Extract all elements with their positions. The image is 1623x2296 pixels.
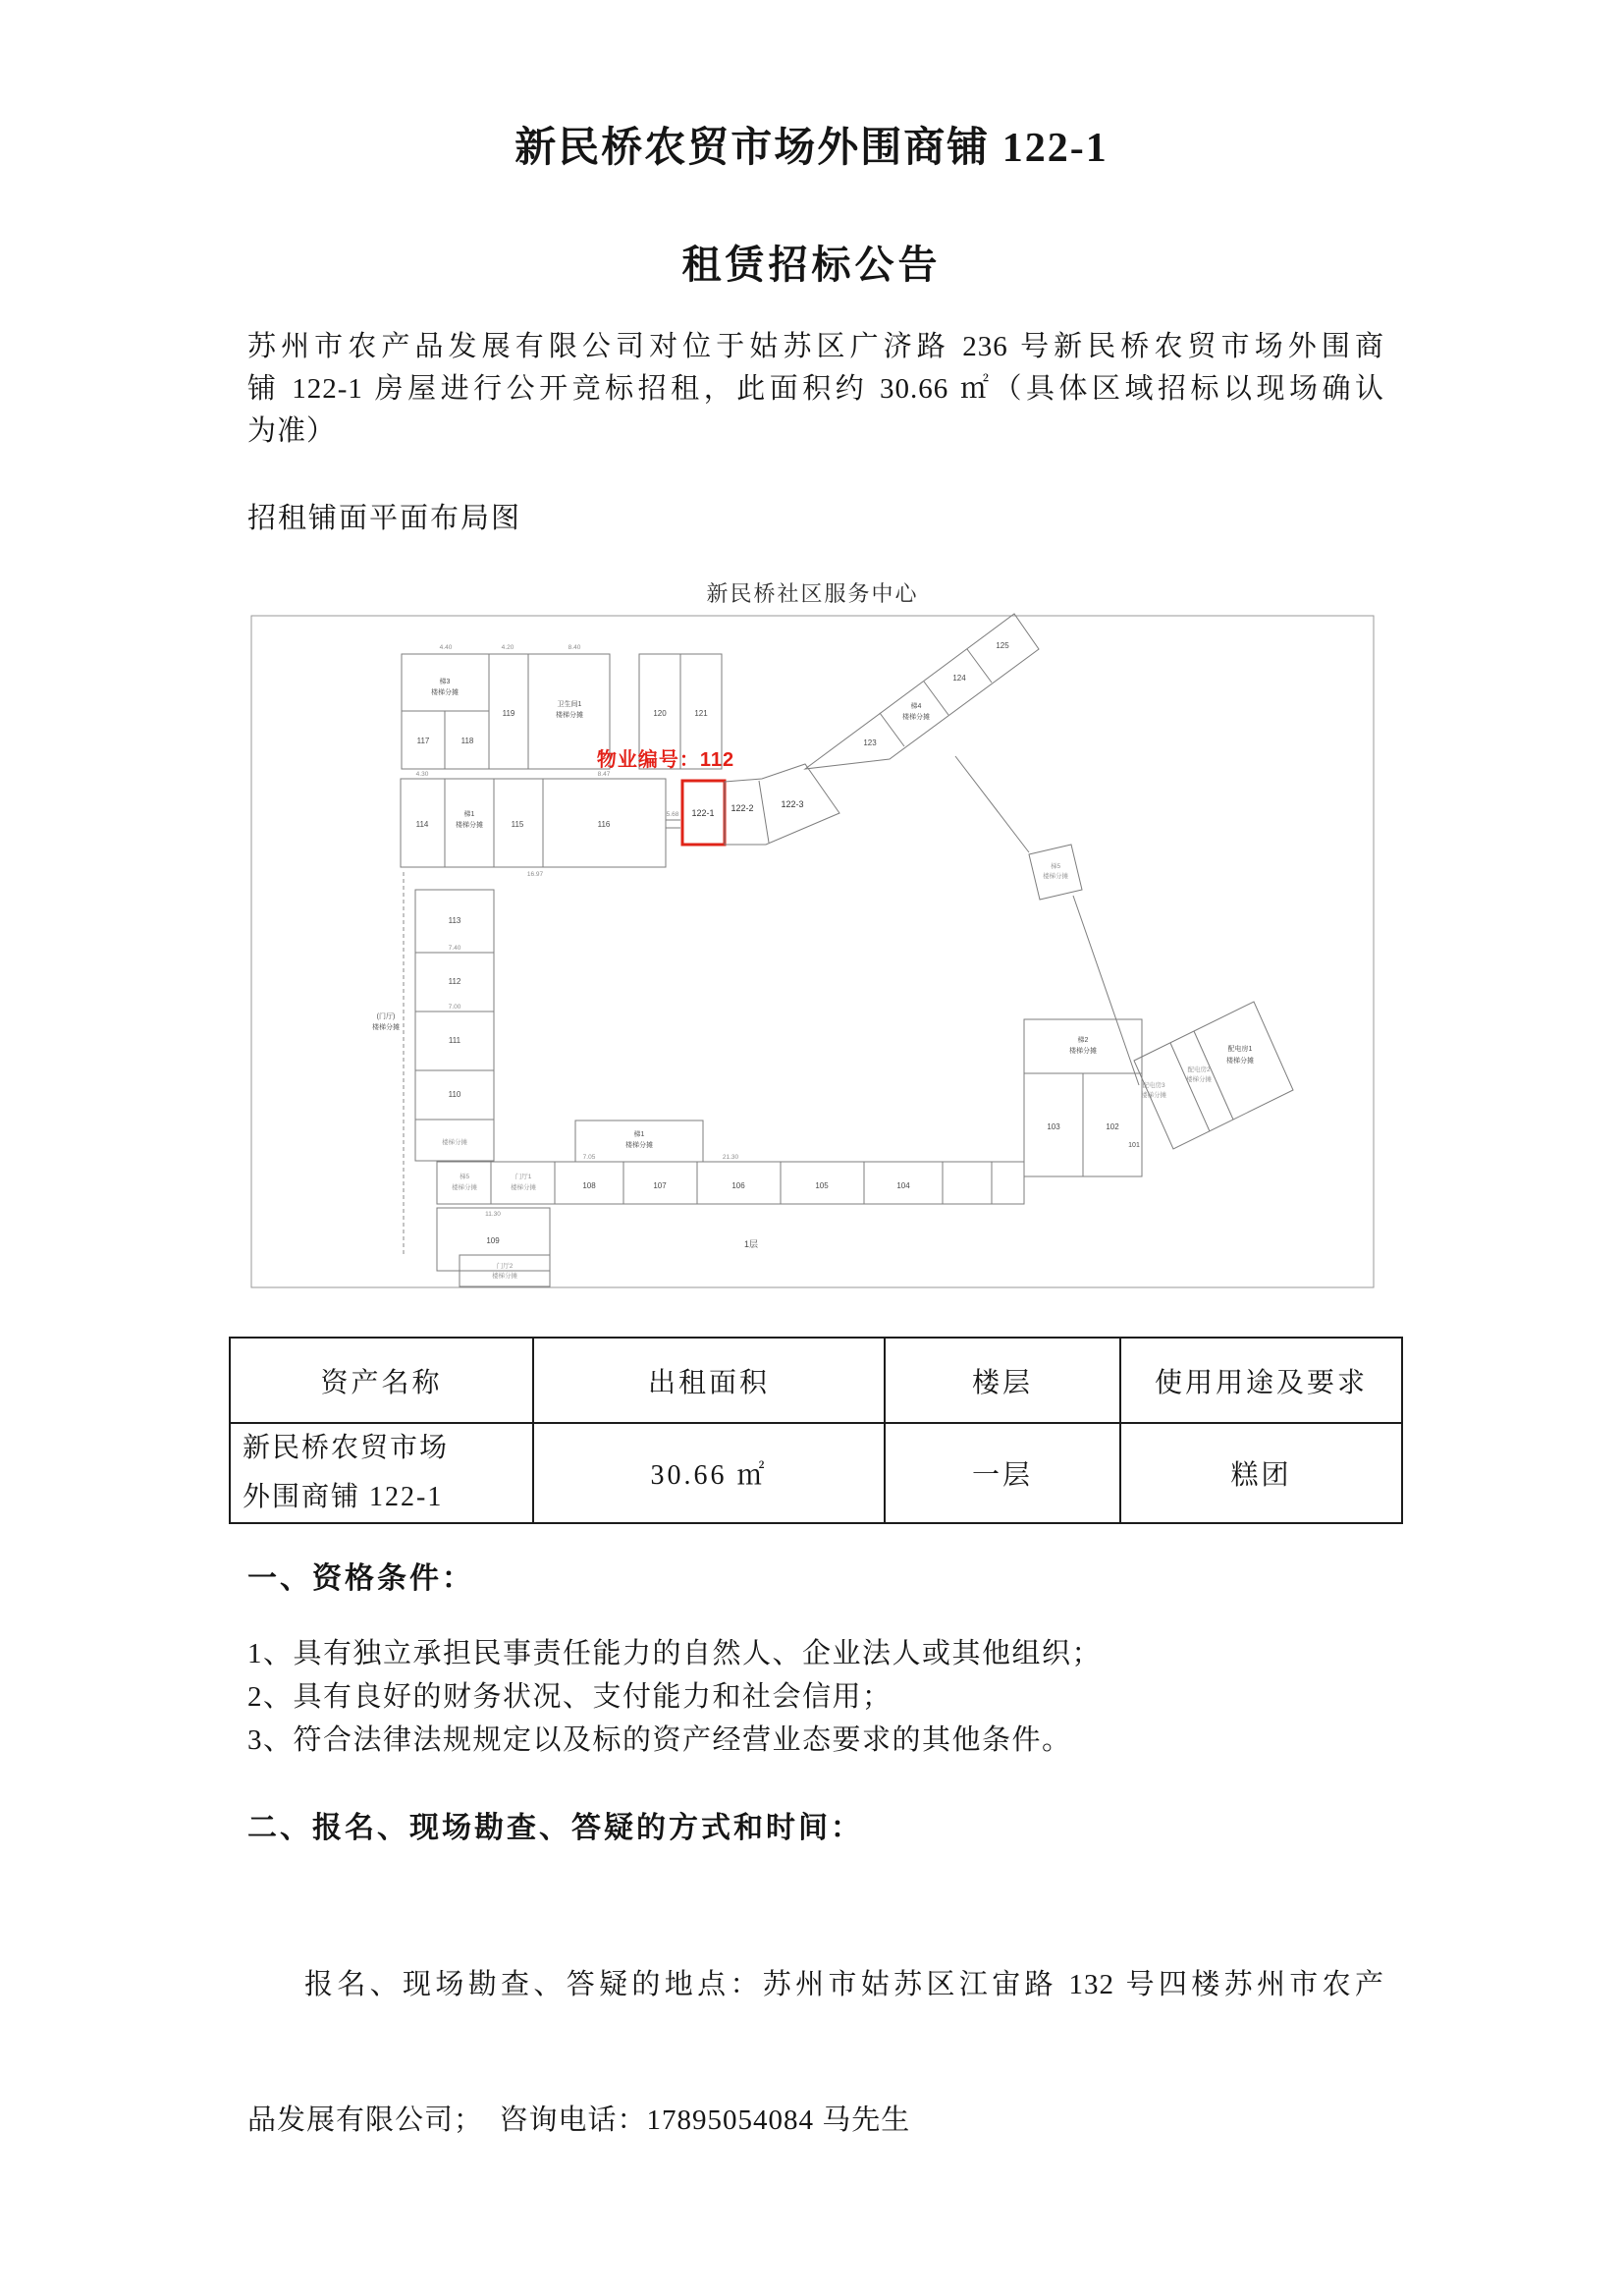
room-label: 112	[448, 977, 461, 986]
header-area: 出租面积	[533, 1338, 885, 1423]
section-2-line-2: 品发展有限公司； 咨询电话：17895054084 马先生	[247, 2105, 911, 2136]
room-label: 104	[896, 1181, 910, 1190]
room-label: 118	[460, 737, 474, 745]
room-label: 122-2	[730, 803, 754, 813]
room-label: 122-3	[781, 799, 804, 809]
header-asset-name: 资产名称	[230, 1338, 533, 1423]
dimension-label: 11.30	[485, 1211, 501, 1218]
qualification-item-2: 2、具有良好的财务状况、支付能力和社会信用；	[247, 1681, 893, 1713]
room-label: 配电房1	[1227, 1046, 1253, 1053]
qualification-item-1: 1、具有独立承担民事责任能力的自然人、企业法人或其他组织；	[247, 1638, 1103, 1669]
room-label: 梯3	[439, 679, 451, 685]
asset-name-line-1: 新民桥农贸市场	[243, 1433, 450, 1463]
dimension-label: 5.68	[666, 811, 679, 818]
room-label: 楼梯分摊	[1226, 1058, 1254, 1065]
room-label: (门厅)	[376, 1013, 396, 1020]
section-2-line-1: 报名、现场勘查、答疑的地点：苏州市姑苏区江宙路 132 号四楼苏州市农产	[304, 1969, 1384, 2000]
table-row	[230, 1423, 1402, 1523]
intro-paragraph	[247, 326, 1384, 453]
section-1-heading: 一、资格条件：	[247, 1562, 474, 1595]
dimension-label: 4.30	[415, 771, 429, 778]
room-label: 110	[448, 1090, 461, 1099]
asset-name-line-2: 外围商铺 122-1	[243, 1482, 444, 1512]
plan-power-wing	[1134, 1002, 1293, 1149]
plan-bottom-left	[437, 1208, 550, 1286]
cell-usage: 糕团	[1120, 1423, 1402, 1523]
floor-plan-image	[250, 609, 1375, 1289]
dimension-label: 4.20	[501, 644, 514, 651]
room-label: 125	[996, 641, 1009, 650]
room-label: 门厅2	[496, 1263, 514, 1270]
room-label: 108	[582, 1181, 596, 1190]
plan-unit-122-group	[597, 747, 839, 845]
intro-line-1: 苏州市农产品发展有限公司对位于姑苏区广济路 236 号新民桥农贸市场外围商	[247, 331, 1384, 362]
room-label: 107	[653, 1181, 667, 1190]
room-label: 楼梯分摊	[492, 1273, 517, 1280]
section-2-heading: 二、报名、现场勘查、答疑的方式和时间：	[247, 1812, 863, 1844]
lease-info-table	[229, 1337, 1403, 1524]
plan-connector	[955, 756, 1139, 1085]
room-label: 梯2	[1077, 1037, 1089, 1044]
property-no-label: 物业编号：112	[596, 749, 735, 771]
doc-subtitle: 租赁招标公告	[681, 243, 942, 287]
room-label: 梯1	[633, 1131, 645, 1138]
room-label: 配电房2	[1187, 1066, 1211, 1073]
room-label: 楼梯分摊	[452, 1184, 477, 1191]
room-label: 楼梯分摊	[372, 1024, 400, 1031]
plan-building-label: 新民桥社区服务中心	[706, 581, 919, 606]
room-label: 楼梯分摊	[431, 689, 459, 696]
room-label: 门厅1	[514, 1174, 532, 1180]
room-label: 109	[486, 1236, 500, 1245]
room-label: 122-1	[691, 808, 715, 818]
dimension-label: 7.00	[448, 1004, 461, 1011]
cell-area: 30.66 ㎡	[533, 1423, 885, 1523]
room-label: 梯5	[459, 1174, 470, 1180]
room-label: 楼梯分摊	[511, 1184, 536, 1191]
room-label: 115	[511, 820, 524, 829]
room-label: 103	[1047, 1122, 1060, 1131]
room-label: 102	[1106, 1122, 1119, 1131]
dimension-label: 4.40	[439, 644, 453, 651]
room-label: 117	[416, 737, 430, 745]
header-usage: 使用用途及要求	[1120, 1338, 1402, 1423]
room-label: 楼梯分摊	[556, 712, 583, 719]
room-label: 116	[597, 820, 611, 829]
room-label: 楼梯分摊	[1186, 1076, 1212, 1083]
plan-border	[251, 616, 1374, 1287]
header-floor: 楼层	[885, 1338, 1120, 1423]
room-label: 123	[863, 738, 877, 747]
dimension-label: 8.40	[568, 644, 581, 651]
cell-floor: 一层	[885, 1423, 1120, 1523]
qualification-item-3: 3、符合法律法规规定以及标的资产经营业态要求的其他条件。	[247, 1724, 1072, 1756]
table-header-row	[230, 1338, 1402, 1423]
plan-diagonal-wing	[805, 614, 1039, 769]
room-label: 101	[1128, 1142, 1140, 1149]
dimension-label: 16.97	[526, 871, 544, 878]
intro-line-3: 为准）	[247, 415, 337, 447]
room-label: 111	[448, 1036, 461, 1045]
plan-bottom-band	[437, 1121, 1024, 1204]
room-label: 114	[415, 820, 429, 829]
plan-mid-row-block	[401, 779, 680, 867]
room-label: 梯1	[463, 811, 475, 818]
room-label: 楼梯分摊	[1043, 873, 1068, 880]
intro-line-2: 铺 122-1 房屋进行公开竞标招租，此面积约 30.66 ㎡（具体区域招标以现场确认	[247, 373, 1384, 405]
floor-plan-svg	[250, 609, 1375, 1289]
room-label: 113	[448, 916, 461, 925]
room-label: 楼梯分摊	[902, 714, 930, 721]
doc-title: 新民桥农贸市场外围商铺 122-1	[514, 126, 1109, 171]
room-label: 119	[502, 709, 515, 718]
room-label: 121	[694, 709, 708, 718]
room-label: 楼梯分摊	[1141, 1092, 1166, 1099]
room-label: 配电房3	[1142, 1082, 1165, 1089]
room-label: 楼梯分摊	[442, 1139, 467, 1146]
plan-left-strip	[372, 872, 494, 1255]
room-label: 梯5	[1050, 863, 1061, 870]
plan-caption: 招租铺面平面布局图	[247, 503, 522, 534]
room-label: 楼梯分摊	[1069, 1048, 1097, 1055]
room-label: 梯4	[910, 703, 922, 710]
room-label: 106	[731, 1181, 745, 1190]
room-label: 楼梯分摊	[625, 1142, 653, 1149]
room-label: 105	[815, 1181, 829, 1190]
dimension-label: 7.05	[582, 1154, 596, 1161]
dimension-label: 21.30	[722, 1154, 739, 1161]
dimension-label: 7.40	[448, 945, 461, 952]
room-label: 楼梯分摊	[456, 822, 483, 829]
plan-dimensions	[416, 644, 739, 1218]
room-label: 124	[952, 674, 966, 683]
dimension-label: 8.47	[597, 771, 611, 778]
room-label: 120	[653, 709, 667, 718]
floor-note: 1层	[743, 1239, 759, 1249]
cell-asset-name	[230, 1423, 533, 1523]
room-label: 卫生间1	[557, 701, 582, 708]
section-1-items	[247, 1632, 1406, 1762]
section-2-paragraph	[247, 1872, 1384, 2233]
